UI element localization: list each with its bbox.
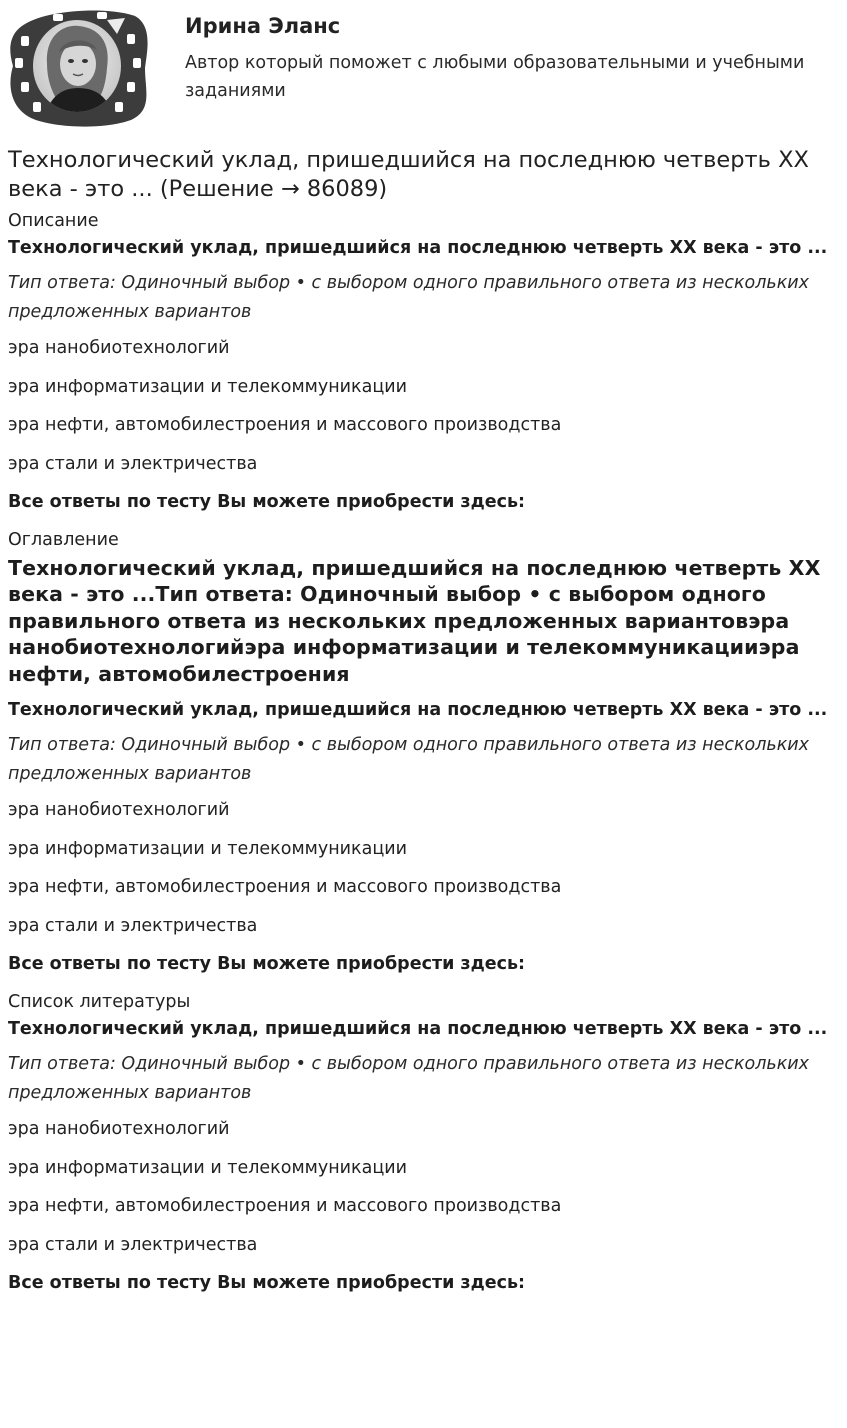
toc-heading: Технологический уклад, пришедшийся на последнюю четверть XX века - это ...Тип ответа: Одиночный выбор • с выбором одного правильного ответа из нескольких предложенных вариантовэра нанобиотехнологийэра информатизации и телекоммуникацииэра нефти, автомобилестроения xyxy=(8,556,821,686)
answer-option: эра нефти, автомобилестроения и массового производства xyxy=(8,415,562,435)
description-section xyxy=(8,208,838,517)
answer-option: эра информатизации и телекоммуникации xyxy=(8,1157,407,1178)
author-name: Ирина Эланс xyxy=(185,14,341,38)
author-header xyxy=(0,0,847,140)
answer-type: Тип ответа: Одиночный выбор • с выбором одного правильного ответа из нескольких предложенных вариантов xyxy=(8,735,810,785)
answer-type: Тип ответа: Одиночный выбор • с выбором одного правильного ответа из нескольких предложенных вариантов xyxy=(8,273,810,322)
toc-section xyxy=(8,527,838,979)
section-label-literature: Список литературы xyxy=(8,992,191,1013)
answer-option: эра нефти, автомобилестроения и массового производства xyxy=(8,877,562,898)
question-title: Технологический уклад, пришедшийся на последнюю четверть XX века - это ... xyxy=(8,700,828,721)
answer-option: эра стали и электричества xyxy=(8,453,258,474)
answer-option: эра нефти, автомобилестроения и массового производства xyxy=(8,1196,562,1217)
author-avatar xyxy=(7,6,151,128)
section-label-description: Описание xyxy=(8,211,99,231)
answer-option: эра нанобиотехнологий xyxy=(8,1119,230,1140)
answer-option: эра стали и электричества xyxy=(8,915,258,936)
literature-section xyxy=(8,989,838,1298)
buy-answers-text: Все ответы по тесту Вы можете приобрести здесь: xyxy=(8,954,526,975)
main-content xyxy=(8,146,838,1308)
section-label-toc: Оглавление xyxy=(8,530,119,550)
page-title: Технологический уклад, пришедшийся на последнюю четверть XX века - это ... (Решение → 86089) xyxy=(8,147,809,202)
answer-option: эра стали и электричества xyxy=(8,1234,258,1255)
answer-type: Тип ответа: Одиночный выбор • с выбором одного правильного ответа из нескольких предложенных вариантов xyxy=(8,1054,810,1104)
question-title: Технологический уклад, пришедшийся на последнюю четверть XX века - это ... xyxy=(8,238,828,258)
author-bio: Автор который поможет с любыми образовательными и учебными заданиями xyxy=(185,53,805,101)
answer-option: эра информатизации и телекоммуникации xyxy=(8,376,407,397)
buy-answers-text: Все ответы по тесту Вы можете приобрести здесь: xyxy=(8,1273,526,1294)
answer-option: эра нанобиотехнологий xyxy=(8,800,230,821)
answer-option: эра информатизации и телекоммуникации xyxy=(8,838,407,859)
buy-answers-text: Все ответы по тесту Вы можете приобрести здесь: xyxy=(8,492,526,512)
answer-option: эра нанобиотехнологий xyxy=(8,338,230,358)
question-title: Технологический уклад, пришедшийся на последнюю четверть XX века - это ... xyxy=(8,1019,828,1040)
